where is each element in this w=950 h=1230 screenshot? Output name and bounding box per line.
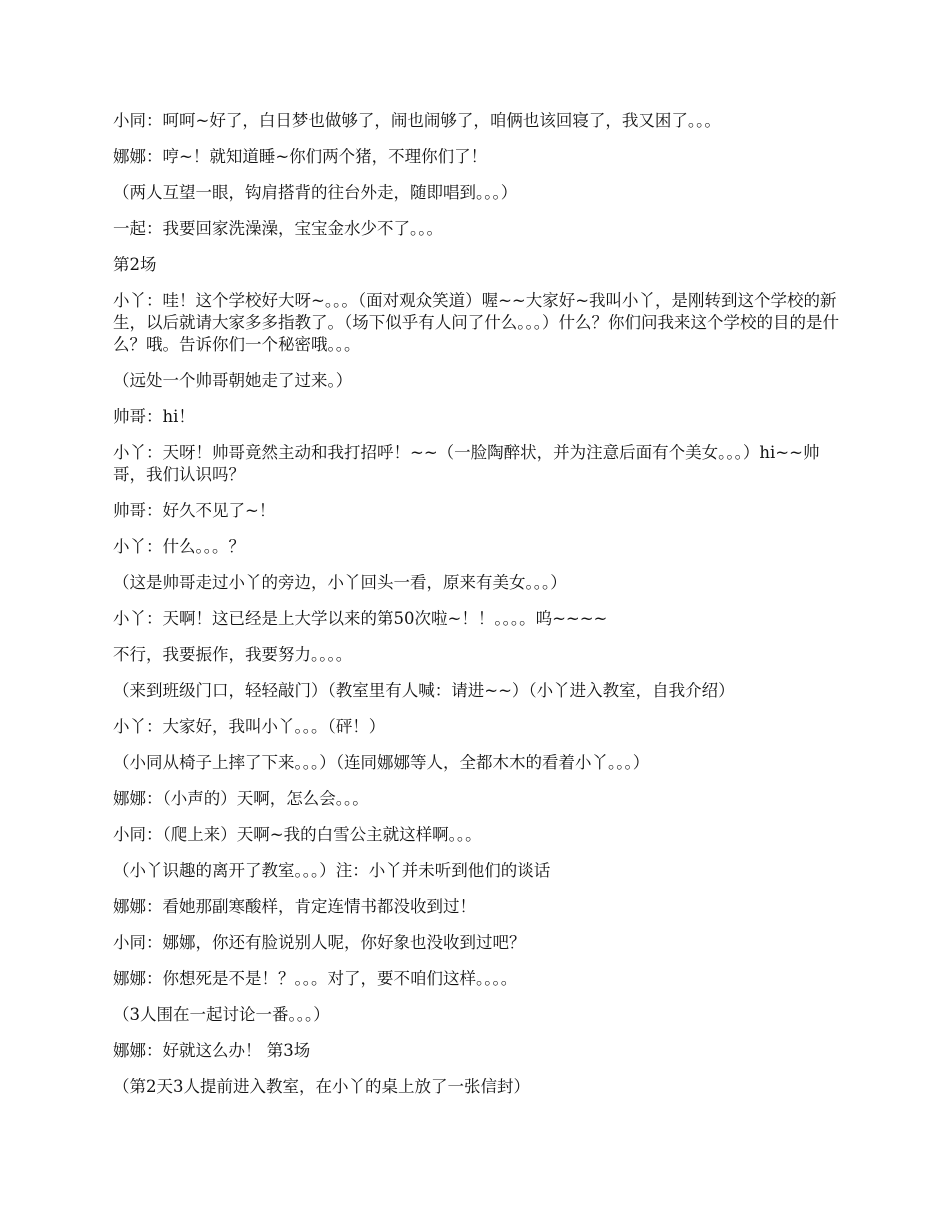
paragraph: 小同：呵呵~好了，白日梦也做够了，闹也闹够了，咱俩也该回寝了，我又困了。。。 xyxy=(113,111,721,130)
paragraph: （来到班级门口，轻轻敲门）（教室里有人喊：请进~~）（小丫进入教室，自我介绍） xyxy=(113,681,735,700)
paragraph: 不行，我要振作，我要努力。。。。 xyxy=(113,645,353,664)
paragraph: （3人围在一起讨论一番。。。） xyxy=(113,1005,330,1024)
paragraph: 小丫：天呀！帅哥竟然主动和我打招呼！~~（一脸陶醉状，并为注意后面有个美女。。。）hi~~帅哥，我们认识吗？ xyxy=(113,443,820,484)
paragraph: 小同：娜娜，你还有脸说别人呢，你好象也没收到过吧？ xyxy=(113,933,526,952)
scene-heading: 第2场 xyxy=(113,255,157,274)
paragraph: 娜娜：（小声的）天啊，怎么会。。。 xyxy=(113,789,369,808)
paragraph: 娜娜：看她那副寒酸样，肯定连情书都没收到过！ xyxy=(113,897,476,916)
paragraph: （小同从椅子上摔了下来。。。）（连同娜娜等人，全都木木的看着小丫。。。） xyxy=(113,753,650,772)
paragraph: 小丫：天啊！这已经是上大学以来的第50次啦~！！。。。。呜~~~~ xyxy=(113,609,608,628)
paragraph: 帅哥：hi！ xyxy=(113,407,195,426)
paragraph: 帅哥：好久不见了~！ xyxy=(113,501,276,520)
paragraph: 娜娜：你想死是不是！？。。。对了，要不咱们这样。。。。 xyxy=(113,969,518,988)
paragraph: 小丫：哇！这个学校好大呀~。。。（面对观众笑道）喔~~大家好~我叫小丫，是刚转到这个学校的新生，以后就请大家多多指教了。（场下似乎有人问了什么。。。）什么？你们问我来这个学校的目的是什么？哦。告诉你们一个秘密哦。。。 xyxy=(113,291,839,354)
paragraph: （两人互望一眼，钩肩搭背的往台外走，随即唱到。。。） xyxy=(113,183,518,202)
paragraph: 娜娜：哼~！就知道睡~你们两个猪，不理你们了！ xyxy=(113,147,488,166)
document-body xyxy=(113,110,843,1112)
paragraph: 小同：（爬上来）天啊~我的白雪公主就这样啊。。。 xyxy=(113,825,482,844)
paragraph: （小丫识趣的离开了教室。。。）注：小丫并未听到他们的谈话 xyxy=(113,861,551,880)
paragraph: 娜娜：好就这么办！ 第3场 xyxy=(113,1041,311,1060)
paragraph: （第2天3人提前进入教室，在小丫的桌上放了一张信封） xyxy=(113,1077,530,1096)
paragraph: 小丫：大家好，我叫小丫。。。（砰！） xyxy=(113,717,386,736)
paragraph: （远处一个帅哥朝她走了过来。） xyxy=(113,371,353,390)
paragraph: 小丫：什么。。。？ xyxy=(113,537,245,556)
paragraph: （这是帅哥走过小丫的旁边，小丫回头一看，原来有美女。。。） xyxy=(113,573,567,592)
paragraph: 一起：我要回家洗澡澡，宝宝金水少不了。。。 xyxy=(113,219,443,238)
